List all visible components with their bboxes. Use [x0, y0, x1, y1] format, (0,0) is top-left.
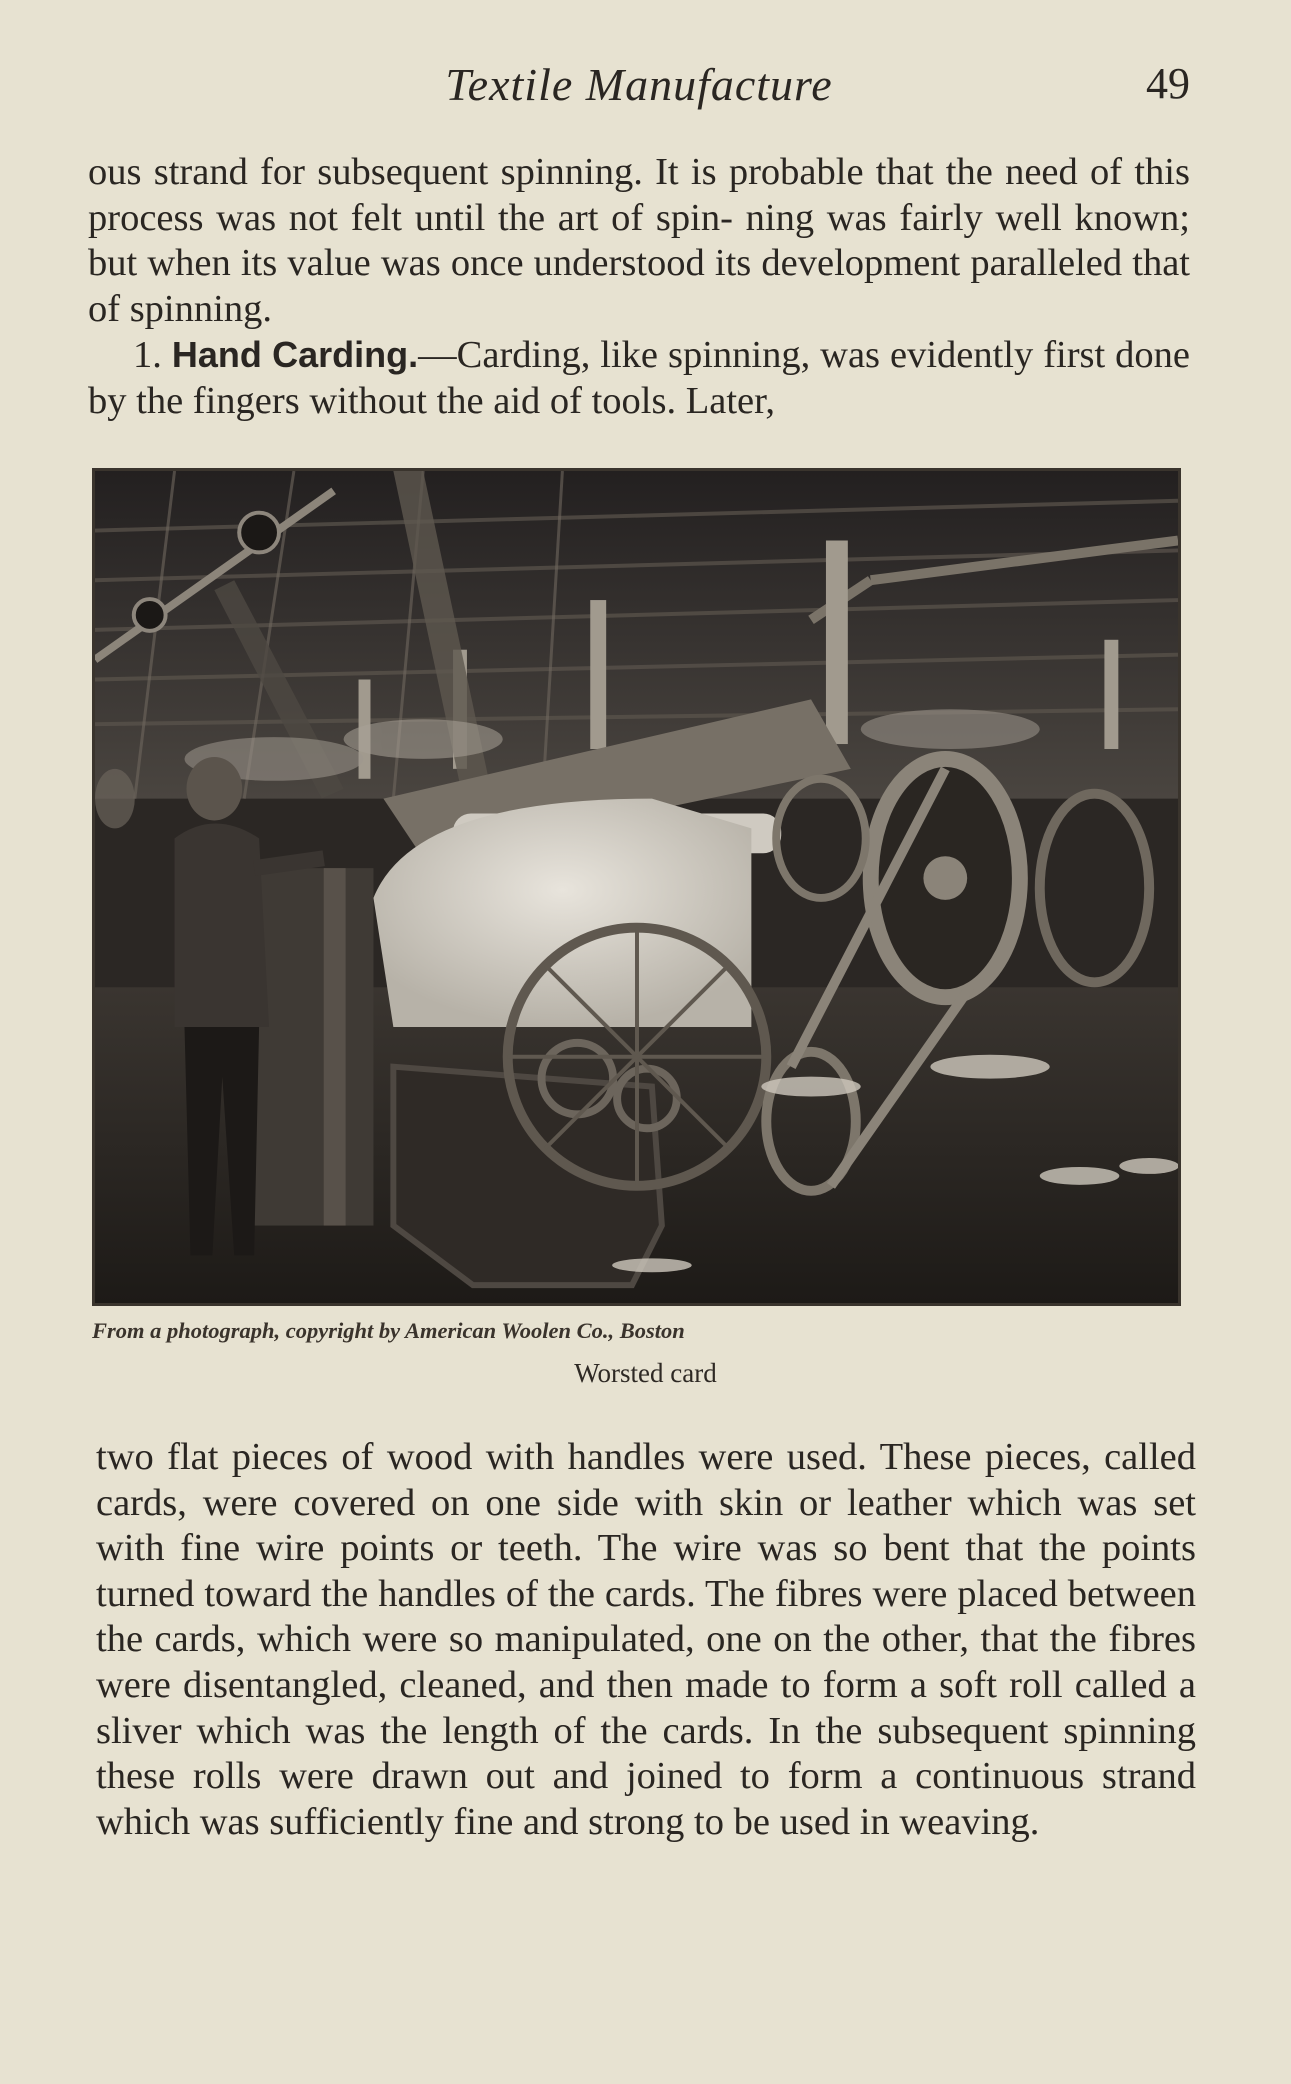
paragraph-body: two flat pieces of wood with handles were used. These pieces, called cards, were covered on one side with skin or leather which was set with fine wire points or teeth. The wire was so bent that the points turned toward the handles of the cards. The fibres were placed between the cards, which were so manipulated, one on the other, that the fibres were disentangled, cleaned, and then made to form a soft roll called a sliver which was the length of the cards. In the subsequent spinning these rolls were drawn out and joined to form a continuous strand which was sufficiently fine and strong to be used in weaving. — [96, 1436, 1196, 1843]
section-text: —Carding, like spinning, was evidently first done by the fingers without the aid of tools. Later, — [88, 334, 1191, 422]
section-paragraph — [88, 332, 1190, 424]
top-text-block — [88, 150, 1190, 425]
worsted-card-photo — [95, 471, 1178, 1303]
figure-photograph — [92, 468, 1181, 1306]
bottom-text-block — [96, 1435, 1196, 1845]
figure-caption: Worsted card — [574, 1358, 717, 1388]
running-title: Textile Manufacture — [445, 59, 833, 110]
photo-credit: From a photograph, copyright by American Woolen Co., Boston — [92, 1318, 685, 1343]
running-head — [88, 58, 1190, 118]
section-number: 1. — [133, 334, 162, 377]
paragraph-continued: ous strand for subsequent spinning. It is probable that the need of this process was not felt until the art of spin- ning was fairly well known; but when its value was once understood its development paralleled that of spinning. — [88, 151, 1190, 330]
page-number: 49 — [1146, 59, 1190, 108]
section-heading: Hand Carding. — [171, 334, 419, 376]
